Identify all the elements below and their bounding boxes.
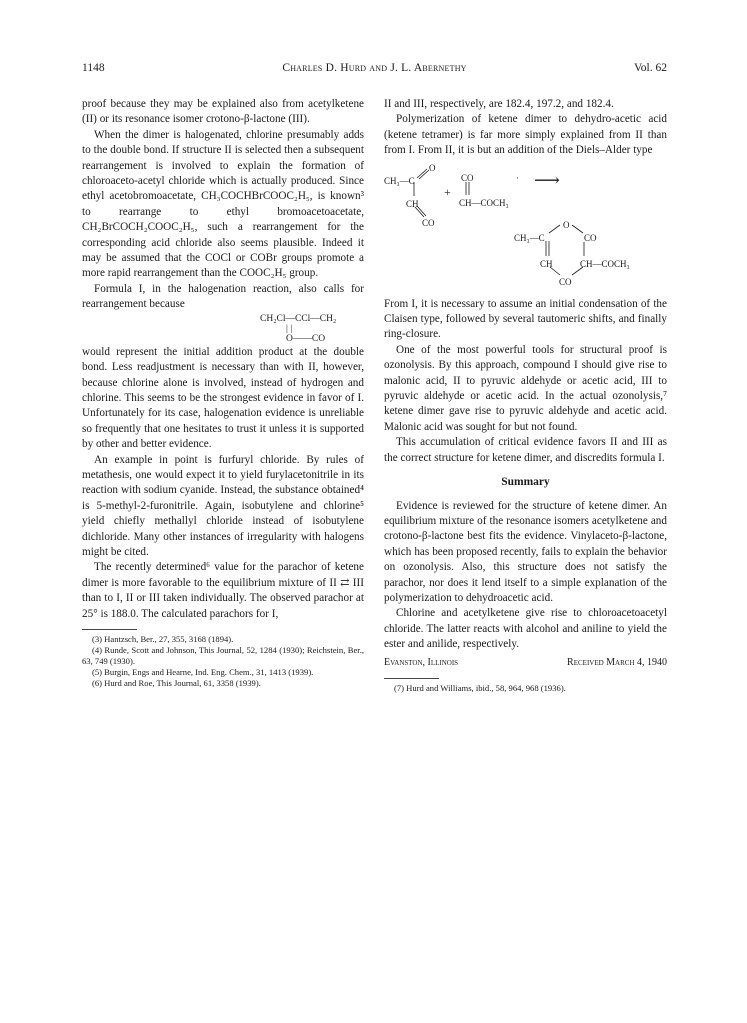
summary-heading: Summary	[501, 476, 550, 489]
paragraph-text: Formula I, in the halogenation reaction, also calls for rearrangement because	[82, 282, 364, 311]
oxygen-a: O	[429, 162, 436, 173]
footnote: (5) Burgin, Engs and Hearne, Ind. Eng. Chem., 31, 1413 (1939).	[92, 667, 314, 677]
running-title: Charles D. Hurd and J. L. Abernethy	[282, 62, 467, 74]
chcoch3-product: CH—COCH₃	[580, 258, 630, 269]
formula-top: CH₂Cl—CCl—CH₂	[260, 313, 337, 324]
paragraph: When the dimer is halogenated, chlorine presumably adds to the double bond. If structure II is selected then a subsequent rearrangement is involved to explain the formation of chloroaceto-acetyl chloride which is actually produced. Since ethyl acetobromoacetate, CH₃COCHBrCOOC₂H₅, is known³ to rearrange to ethyl bromoacetoacetate, CH₂BrCOCH₂COOC₂H₅, such a rearrangement for the corresponding acid chloride also seems plausible. Indeed it may be assumed that the COCl or COBr groups promote a more rapid rearrangement than the COOC₂H₅ group.	[82, 128, 364, 280]
chcoch3-b: CH—COCH₃	[459, 197, 509, 208]
footnote: (4) Runde, Scott and Johnson, This Journal, 52, 1284 (1930); Reichstein, Ber., 63, 749 (1930).	[82, 645, 364, 666]
formula-bottom: O——CO	[286, 333, 326, 344]
running-header	[82, 62, 667, 78]
formula-bonds: | |	[286, 323, 293, 334]
ch3c-product: CH₃—C	[514, 232, 545, 243]
halogenation-formula	[82, 313, 364, 345]
co-a: CO	[422, 217, 435, 228]
co-product-top: CO	[584, 232, 597, 243]
paragraph: Polymerization of ketene dimer to dehydro-acetic acid (ketene tetramer) is far more simply explained from II than from I. From II, it is but an addition of the Diels–Alder type	[384, 113, 667, 157]
location: Evanston, Illinois	[384, 656, 459, 668]
summary-paragraph: Chlorine and acetylketene give rise to chloroacetoacetyl chloride. The latter reacts with alcohol and aniline to yield the ester and anilide, respectively.	[384, 607, 667, 651]
footnote: (6) Hurd and Roe, This Journal, 61, 3358 (1939).	[92, 678, 261, 688]
footnote-rule	[82, 629, 137, 630]
paragraph: This accumulation of critical evidence favors II and III as the correct structure for ketene dimer, and discredits formula I.	[384, 436, 667, 464]
footnote: (3) Hantzsch, Ber., 27, 355, 3168 (1894).	[92, 634, 234, 644]
paragraph: From I, it is necessary to assume an initial condensation of the Claisen type, followed by several tautomeric shifts, and finally ring-closure.	[384, 297, 667, 341]
co-b: CO	[461, 172, 474, 183]
signature-row	[384, 655, 667, 671]
received-date: Received March 4, 1940	[567, 656, 667, 668]
right-column	[384, 97, 667, 694]
reaction-arrow: ⟶	[534, 169, 560, 190]
summary-paragraph: Evidence is reviewed for the structure of ketene dimer. An equilibrium mixture of the resonance isomers acetylketene and crotono-β-lactone best fits the evidence. Vinylaceto-β-lactone, which has been proposed recently, fails to explain the behavior on ozonolysis. Also, this structure does not satisfy the parachor, nor does it lend itself to a simple explanation of the polymerization to dehydroacetic acid.	[384, 499, 667, 604]
ch3c-a: CH₃—C	[384, 175, 415, 186]
paragraph: II and III, respectively, are 182.4, 197.2, and 182.4.	[384, 98, 614, 110]
footnote: (7) Hurd and Williams, ibid., 58, 964, 968 (1936).	[394, 682, 566, 693]
oxygen-ring: O	[563, 219, 570, 230]
paragraph	[82, 282, 364, 313]
page-number: 1148	[82, 62, 105, 74]
diels-alder-structure	[384, 163, 667, 295]
paragraph: An example in point is furfuryl chloride. By rules of metathesis, one would expect it to yield furylacetonitrile in its reaction with sodium cyanide. Instead, the substance obtained⁴ is 5-methyl-2-furonitrile. Again, isobutylene and chlorine⁵ yield chiefly methallyl chloride instead of isobutylene dichloride. Many other instances of irregularity with halogens might be cited.	[82, 453, 364, 558]
paragraph: The recently determined⁶ value for the parachor of ketene dimer is more favorable to the equilibrium mixture of II ⇄ III than to I, II or III taken individually. The observed parachor at 25° is 188.0. The calculated parachors for I,	[82, 561, 364, 620]
plus-sign: +	[444, 184, 451, 199]
left-column	[82, 97, 364, 689]
co-product-bottom: CO	[559, 276, 572, 287]
volume-label: Vol. 62	[633, 62, 667, 74]
paragraph: would represent the initial addition product at the double bond. Less readjustment is necessary than with II, however, because chlorine alone is involved, instead of hydrogen and chlorine. This seems to be the strongest evidence in favor of I. Unfortunately for its case, halogenation evidence is unreliable so frequently that one hesitates to trust it unless it is supported by other and better evidence.	[82, 345, 364, 451]
dot-mark: ·	[516, 172, 519, 183]
footnote-rule	[384, 678, 439, 679]
paragraph: One of the most powerful tools for structural proof is ozonolysis. By this approach, compound I should give rise to malonic acid, II to pyruvic aldehyde or acetic acid, III to pyruvic aldehyde or acetic acid. In the actual ozonolysis,⁷ ketene dimer gave rise to pyruvic aldehyde and acetic acid. Malonic acid was sought for but not found.	[384, 343, 667, 433]
ch-a: CH	[406, 198, 419, 209]
ch-product: CH	[540, 258, 553, 269]
paragraph: proof because they may be explained also from acetylketene (II) or its resonance isomer crotono-β-lactone (III).	[82, 98, 364, 126]
